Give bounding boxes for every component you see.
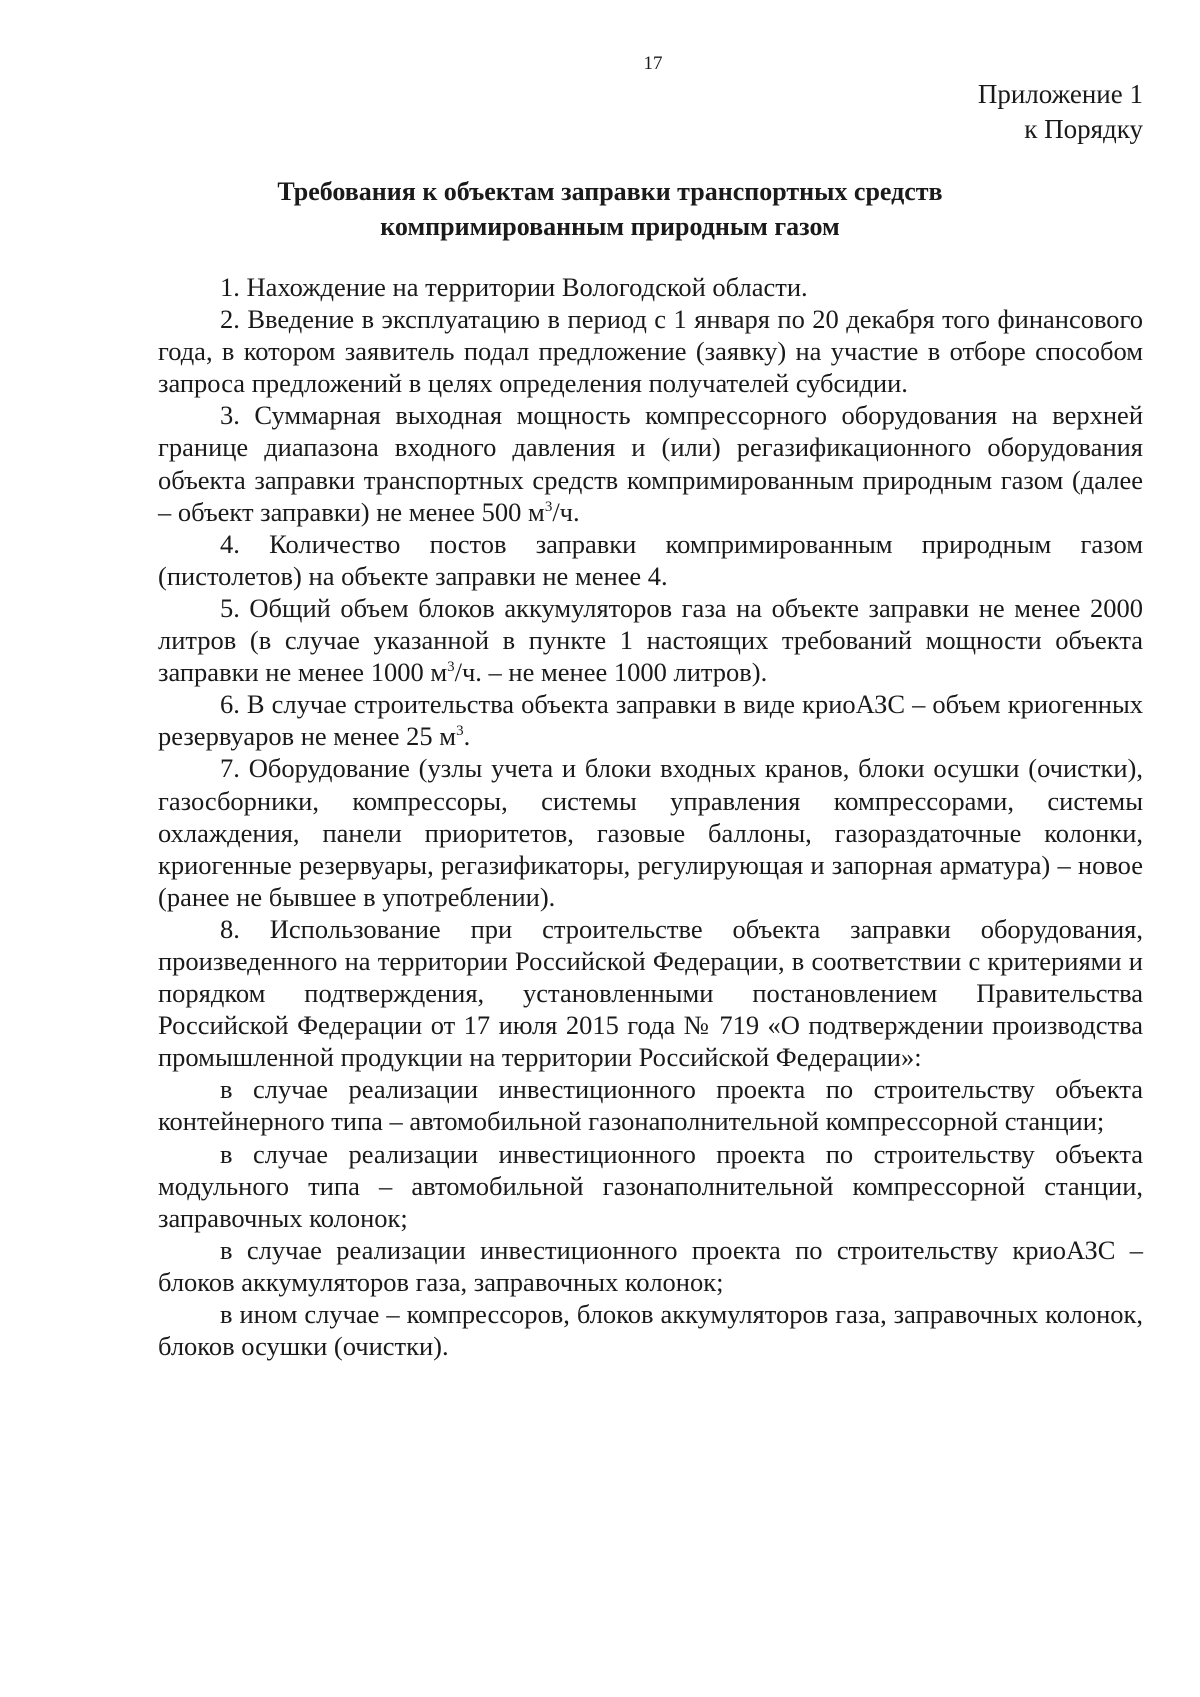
paragraph-6 [158,688,1143,752]
paragraph-2: 2. Введение в эксплуатацию в период с 1 января по 20 декабря того финансового года, в котором заявитель подал предложение (заявку) на участие в отборе способом запроса предложений в целях определения получателей субсидии. [158,304,1143,399]
paragraph-3-unit: /ч. [552,496,580,527]
paragraph-9: в случае реализации инвестиционного проекта по строительству объекта контейнерного типа – автомобильной газонаполнительной компрессорной станции; [158,1074,1143,1137]
paragraph-5-unit: /ч. – не менее 1000 литров). [454,657,768,688]
document-title [150,174,1070,244]
title-line-2: компримированным природным газом [380,212,840,241]
title-line-1: Требования к объектам заправки транспортных средств [277,177,943,206]
superscript-cubic: 3 [544,498,553,515]
paragraph-5-text: 5. Общий объем блоков аккумуляторов газа на объекте заправки не менее 2000 литров (в случае указанной в пункте 1 настоящих требований мощности объекта заправки не менее 1000 м [158,592,1143,688]
paragraph-3-text: 3. Суммарная выходная мощность компрессорного оборудования на верхней границе диапазона входного давления и (или) регазификационного оборудования объекта заправки транспортных средств компримированным природным газом (далее – объект заправки) не менее 500 м [158,400,1143,527]
paragraph-10: в случае реализации инвестиционного проекта по строительству объекта модульного типа – автомобильной газонаполнительной компрессорной станции, заправочных колонок; [158,1138,1143,1233]
paragraph-12: в ином случае – компрессоров, блоков аккумуляторов газа, заправочных колонок, блоков осушки (очистки). [158,1299,1143,1362]
paragraph-11: в случае реализации инвестиционного проекта по строительству криоАЗС – блоков аккумуляторов газа, заправочных колонок; [158,1234,1143,1297]
superscript-cubic: 3 [456,723,464,740]
paragraph-7: 7. Оборудование (узлы учета и блоки входных кранов, блоки осушки (очистки), газосборники, компрессоры, системы управления компрессорами, системы охлаждения, панели приоритетов, газовые баллоны, газораздаточные колонки, криогенные резервуары, регазификаторы, регулирующая и запорная арматура) – новое (ранее не бывшее в употреблении). [158,753,1143,912]
superscript-cubic: 3 [447,659,455,676]
paragraph-4: 4. Количество постов заправки компримированным природным газом (пистолетов) на объекте заправки не менее 4. [158,528,1143,591]
paragraph-8: 8. Использование при строительстве объекта заправки оборудования, произведенного на территории Российской Федерации, в соответствии с критериями и порядком подтверждения, установленными постановлением Правительства Российской Федерации от 17 июля 2015 года № 719 «О подтверждении производства промышленной продукции на территории Российской Федерации»: [158,913,1143,1073]
paragraph-3 [158,399,1143,527]
page-number: 17 [643,53,663,74]
paragraph-1: 1. Нахождение на территории Вологодской области. [220,272,808,302]
paragraph-6-text: 6. В случае строительства объекта заправки в виде криоАЗС – объем криогенных резервуаров не менее 25 м [158,689,1143,752]
appendix-line-2: к Порядку [1024,114,1143,144]
paragraph-6-end: . [463,721,471,752]
appendix-line-1: Приложение 1 [977,79,1143,109]
appendix-header [978,77,1143,147]
document-body [158,271,1143,1362]
paragraph-5 [158,592,1143,688]
